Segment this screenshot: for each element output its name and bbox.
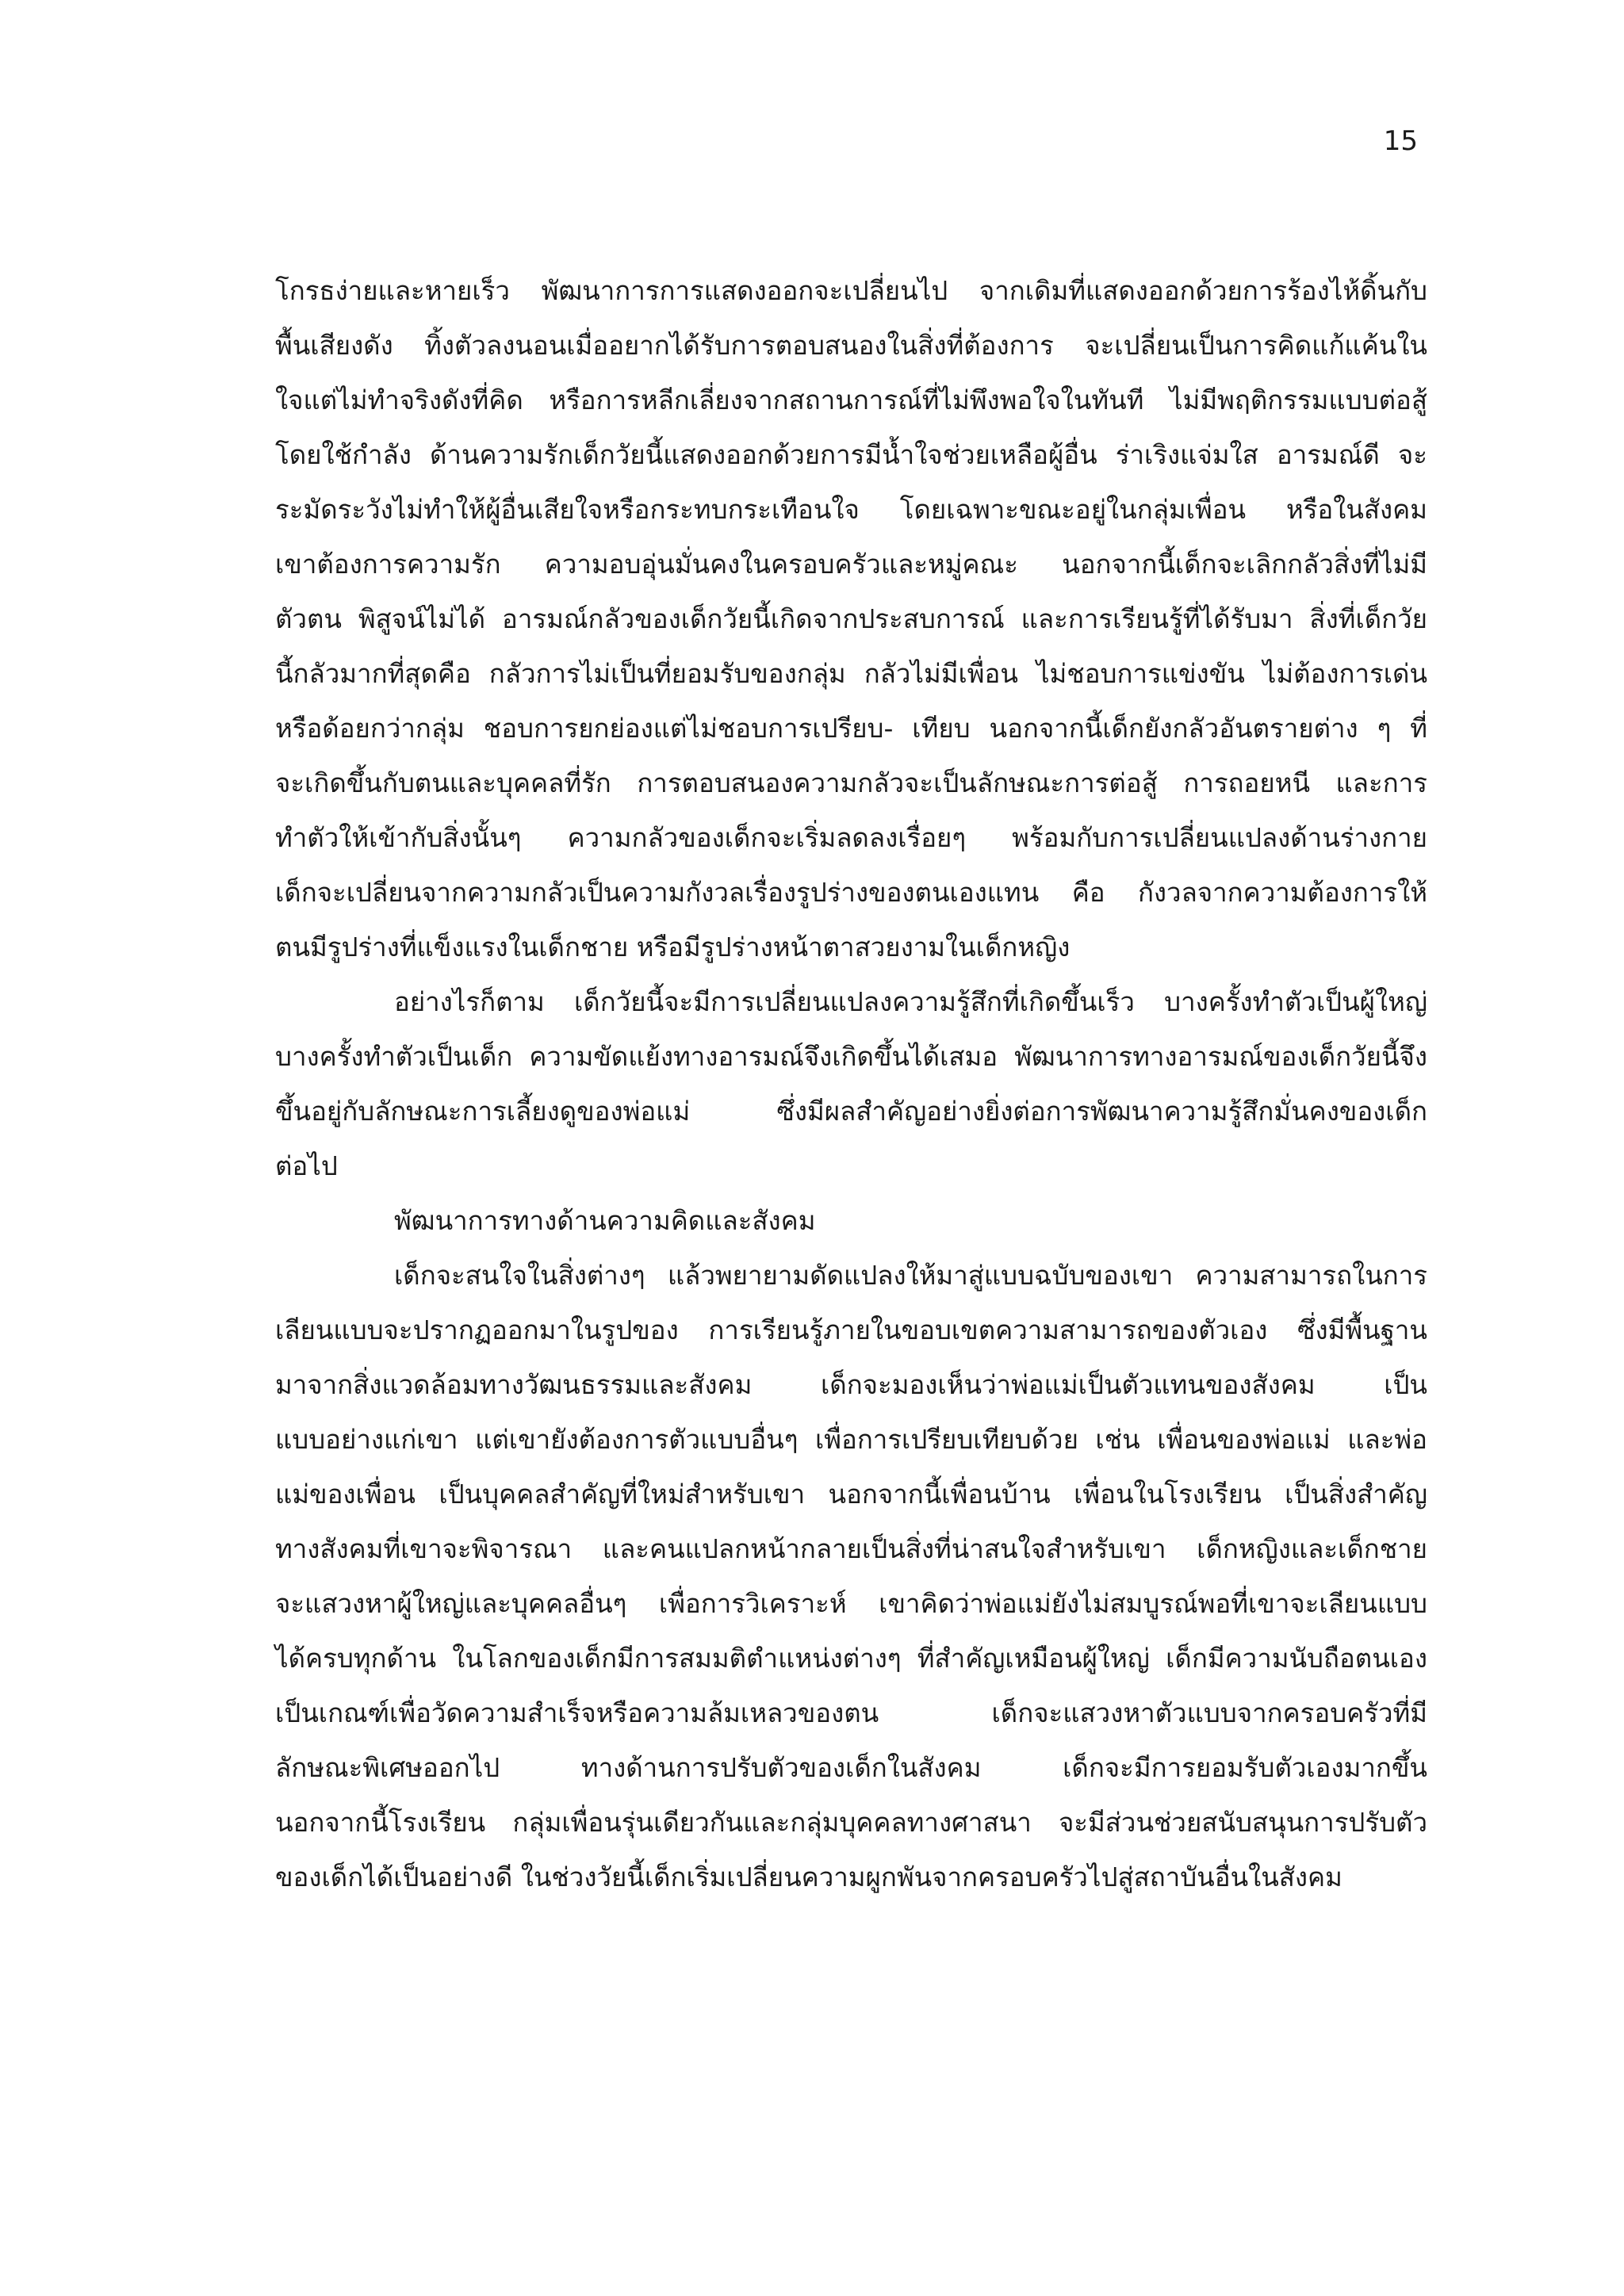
text-line: เลียนแบบจะปรากฏออกมาในรูปของ การเรียนรู้ภายในขอบเขตความสามารถของตัวเอง ซึ่งมีพื้นฐาน — [275, 1314, 1427, 1345]
page-number: 15 — [1383, 125, 1418, 157]
text-line: อย่างไรก็ตาม เด็กวัยนี้จะมีการเปลี่ยนแปลงความรู้สึกที่เกิดขึ้นเร็ว บางครั้งทำตัวเป็นผู้ใหญ่ — [394, 986, 1427, 1017]
text-line: ขึ้นอยู่กับลักษณะการเลี้ยงดูของพ่อแม่ ซึ่งมีผลสำคัญอย่างยิ่งต่อการพัฒนาความรู้สึกมั่นคงของเด็ก — [275, 1096, 1427, 1127]
text-line: ทำตัวให้เข้ากับสิ่งนั้นๆ ความกลัวของเด็กจะเริ่มลดลงเรื่อยๆ พร้อมกับการเปลี่ยนแปลงด้านร่างกาย — [275, 822, 1427, 853]
text-line: ตนมีรูปร่างที่แข็งแรงในเด็กชาย หรือมีรูปร่างหน้าตาสวยงามในเด็กหญิง — [275, 932, 1071, 962]
text-line: จะแสวงหาผู้ใหญ่และบุคคลอื่นๆ เพื่อการวิเคราะห์ เขาคิดว่าพ่อแม่ยังไม่สมบูรณ์พอที่เขาจะเลียนแบบ — [275, 1588, 1427, 1619]
text-line: โดยใช้กำลัง ด้านความรักเด็กวัยนี้แสดงออกด้วยการมีน้ำใจช่วยเหลือผู้อื่น ร่าเริงแจ่มใส อารมณ์ดี จะ — [275, 439, 1427, 470]
text-line: เด็กจะสนใจในสิ่งต่างๆ แล้วพยายามดัดแปลงให้มาสู่แบบฉบับของเขา ความสามารถในการ — [394, 1260, 1427, 1291]
text-line: ต่อไป — [275, 1150, 338, 1181]
text-line: ใจแต่ไม่ทำจริงดังที่คิด หรือการหลีกเลี่ยงจากสถานการณ์ที่ไม่พึงพอใจในทันที ไม่มีพฤติกรรมแบบต่อสู้ — [275, 385, 1427, 415]
text-line: ตัวตน พิสูจน์ไม่ได้ อารมณ์กลัวของเด็กวัยนี้เกิดจากประสบการณ์ และการเรียนรู้ที่ได้รับมา สิ่งที่เด็กวัย — [275, 603, 1427, 634]
text-line: นี้กลัวมากที่สุดคือ กลัวการไม่เป็นที่ยอมรับของกลุ่ม กลัวไม่มีเพื่อน ไม่ชอบการแข่งขัน ไม่ต้องการเด่น — [275, 658, 1427, 689]
text-line: จะเกิดขึ้นกับตนและบุคคลที่รัก การตอบสนองความกลัวจะเป็นลักษณะการต่อสู้ การถอยหนี และการ — [275, 767, 1427, 798]
text-line: เด็กจะเปลี่ยนจากความกลัวเป็นความกังวลเรื่องรูปร่างของตนเองแทน คือ กังวลจากความต้องการให้ — [275, 877, 1427, 908]
text-line: นอกจากนี้โรงเรียน กลุ่มเพื่อนรุ่นเดียวกันและกลุ่มบุคคลทางศาสนา จะมีส่วนช่วยสนับสนุนการปรับตัว — [275, 1807, 1427, 1838]
text-line: ได้ครบทุกด้าน ในโลกของเด็กมีการสมมติตำแหน่งต่างๆ ที่สำคัญเหมือนผู้ใหญ่ เด็กมีความนับถือตนเอง — [275, 1643, 1427, 1674]
text-line: บางครั้งทำตัวเป็นเด็ก ความขัดแย้งทางอารมณ์จึงเกิดขึ้นได้เสมอ พัฒนาการทางอารมณ์ของเด็กวัยนี้จึง — [275, 1041, 1427, 1072]
text-line: ระมัดระวังไม่ทำให้ผู้อื่นเสียใจหรือกระทบกระเทือนใจ โดยเฉพาะขณะอยู่ในกลุ่มเพื่อน หรือในสังคม — [275, 494, 1427, 525]
section-heading: พัฒนาการทางด้านความคิดและสังคม — [394, 1205, 816, 1236]
text-line: โกรธง่ายและหายเร็ว พัฒนาการการแสดงออกจะเปลี่ยนไป จากเดิมที่แสดงออกด้วยการร้องไห้ดิ้นกับ — [275, 275, 1427, 306]
text-line: แม่ของเพื่อน เป็นบุคคลสำคัญที่ใหม่สำหรับเขา นอกจากนี้เพื่อนบ้าน เพื่อนในโรงเรียน เป็นสิ่งสำคัญ — [275, 1479, 1427, 1510]
text-line: เป็นเกณฑ์เพื่อวัดความสำเร็จหรือความล้มเหลวของตน เด็กจะแสวงหาตัวแบบจากครอบครัวที่มี — [275, 1697, 1427, 1728]
text-line: เขาต้องการความรัก ความอบอุ่นมั่นคงในครอบครัวและหมู่คณะ นอกจากนี้เด็กจะเลิกกลัวสิ่งที่ไม่มี — [275, 549, 1427, 580]
text-line: ของเด็กได้เป็นอย่างดี ในช่วงวัยนี้เด็กเริ่มเปลี่ยนความผูกพันจากครอบครัวไปสู่สถาบันอื่นในสังคม — [275, 1862, 1342, 1892]
text-line: หรือด้อยกว่ากลุ่ม ชอบการยกย่องแต่ไม่ชอบการเปรียบ- เทียบ นอกจากนี้เด็กยังกลัวอันตรายต่าง ๆ ที่ — [275, 713, 1427, 744]
text-line: ลักษณะพิเศษออกไป ทางด้านการปรับตัวของเด็กในสังคม เด็กจะมีการยอมรับตัวเองมากขึ้น — [275, 1752, 1427, 1783]
text-line: พื้นเสียงดัง ทิ้งตัวลงนอนเมื่ออยากได้รับการตอบสนองในสิ่งที่ต้องการ จะเปลี่ยนเป็นการคิดแก้แค้นใน — [275, 330, 1427, 361]
text-line: มาจากสิ่งแวดล้อมทางวัฒนธรรมและสังคม เด็กจะมองเห็นว่าพ่อแม่เป็นตัวแทนของสังคม เป็น — [275, 1369, 1427, 1400]
text-line: แบบอย่างแก่เขา แต่เขายังต้องการตัวแบบอื่นๆ เพื่อการเปรียบเทียบด้วย เช่น เพื่อนของพ่อแม่ และพ่อ — [275, 1424, 1427, 1455]
text-line: ทางสังคมที่เขาจะพิจารณา และคนแปลกหน้ากลายเป็นสิ่งที่น่าสนใจสำหรับเขา เด็กหญิงและเด็กชาย — [275, 1533, 1427, 1564]
